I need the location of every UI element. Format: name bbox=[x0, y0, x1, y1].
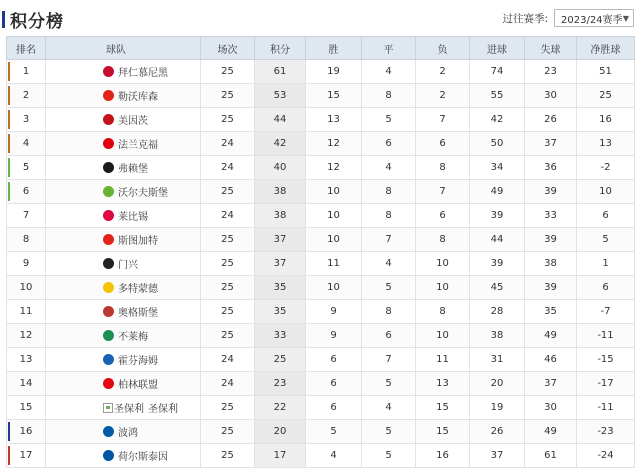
header-goals-against: 失球 bbox=[525, 37, 577, 60]
draw-cell: 5 bbox=[362, 108, 416, 132]
team-name-link[interactable]: 美因茨 bbox=[118, 116, 148, 127]
lost-cell: 10 bbox=[416, 324, 470, 348]
team-name-link[interactable]: 莱比锡 bbox=[118, 212, 148, 223]
rank-value: 10 bbox=[19, 282, 33, 293]
draw-cell: 7 bbox=[362, 228, 416, 252]
lost-cell: 2 bbox=[416, 84, 470, 108]
goal-diff-cell: -2 bbox=[577, 156, 635, 180]
team-name-link[interactable]: 弗赖堡 bbox=[118, 164, 148, 175]
goal-diff-cell: -24 bbox=[577, 444, 635, 468]
team-cell[interactable] bbox=[46, 156, 201, 180]
table-row[interactable] bbox=[7, 348, 635, 372]
rank-value: 8 bbox=[22, 234, 30, 245]
goal-diff-cell: 10 bbox=[577, 180, 635, 204]
zone-indicator bbox=[8, 62, 10, 81]
goal-diff-cell: 51 bbox=[577, 60, 635, 84]
season-filter bbox=[502, 9, 634, 27]
table-row[interactable] bbox=[7, 60, 635, 84]
rank-cell bbox=[7, 276, 46, 300]
goals-for-cell: 19 bbox=[470, 396, 525, 420]
played-cell: 24 bbox=[201, 132, 255, 156]
lost-cell: 6 bbox=[416, 204, 470, 228]
goal-diff-cell: -17 bbox=[577, 372, 635, 396]
points-cell: 38 bbox=[255, 204, 306, 228]
team-cell[interactable] bbox=[46, 420, 201, 444]
goals-against-cell: 30 bbox=[525, 396, 577, 420]
goals-for-cell: 26 bbox=[470, 420, 525, 444]
team-logo-icon bbox=[103, 378, 114, 389]
header-rank: 排名 bbox=[7, 37, 46, 60]
goals-for-cell: 38 bbox=[470, 324, 525, 348]
broken-image-icon bbox=[103, 403, 113, 413]
goals-against-cell: 61 bbox=[525, 444, 577, 468]
page-header bbox=[0, 0, 640, 36]
rank-cell bbox=[7, 84, 46, 108]
played-cell: 24 bbox=[201, 204, 255, 228]
goals-for-cell: 74 bbox=[470, 60, 525, 84]
won-cell: 9 bbox=[306, 300, 362, 324]
table-row[interactable] bbox=[7, 444, 635, 468]
won-cell: 6 bbox=[306, 348, 362, 372]
zone-indicator bbox=[8, 182, 10, 201]
rank-value: 11 bbox=[19, 306, 33, 317]
rank-value: 15 bbox=[19, 402, 33, 413]
rank-cell bbox=[7, 372, 46, 396]
team-cell[interactable] bbox=[46, 180, 201, 204]
points-cell: 22 bbox=[255, 396, 306, 420]
team-name-link[interactable]: 勒沃库森 bbox=[118, 92, 158, 103]
team-name-link[interactable]: 荷尔斯泰因 bbox=[118, 452, 168, 463]
won-cell: 4 bbox=[306, 444, 362, 468]
goals-against-cell: 39 bbox=[525, 276, 577, 300]
goal-diff-cell: 5 bbox=[577, 228, 635, 252]
team-logo-icon bbox=[103, 234, 114, 245]
won-cell: 13 bbox=[306, 108, 362, 132]
zone-indicator bbox=[8, 158, 10, 177]
standings-table bbox=[6, 36, 635, 468]
team-name-link[interactable]: 不莱梅 bbox=[118, 332, 148, 343]
season-select[interactable] bbox=[554, 9, 634, 27]
goals-for-cell: 20 bbox=[470, 372, 525, 396]
team-logo-icon bbox=[103, 90, 114, 101]
rank-cell bbox=[7, 420, 46, 444]
rank-value: 17 bbox=[19, 450, 33, 461]
won-cell: 15 bbox=[306, 84, 362, 108]
team-cell[interactable] bbox=[46, 444, 201, 468]
rank-value: 2 bbox=[22, 90, 30, 101]
goal-diff-cell: 16 bbox=[577, 108, 635, 132]
goals-against-cell: 37 bbox=[525, 372, 577, 396]
team-logo-icon bbox=[103, 354, 114, 365]
table-row[interactable] bbox=[7, 156, 635, 180]
team-logo-icon bbox=[103, 306, 114, 317]
table-row[interactable] bbox=[7, 84, 635, 108]
rank-cell bbox=[7, 60, 46, 84]
goals-against-cell: 23 bbox=[525, 60, 577, 84]
played-cell: 25 bbox=[201, 60, 255, 84]
zone-indicator bbox=[8, 86, 10, 105]
goal-diff-cell: 25 bbox=[577, 84, 635, 108]
points-cell: 40 bbox=[255, 156, 306, 180]
won-cell: 12 bbox=[306, 156, 362, 180]
points-cell: 25 bbox=[255, 348, 306, 372]
rank-value: 5 bbox=[22, 162, 30, 173]
rank-cell bbox=[7, 348, 46, 372]
draw-cell: 8 bbox=[362, 300, 416, 324]
draw-cell: 5 bbox=[362, 444, 416, 468]
rank-cell bbox=[7, 180, 46, 204]
lost-cell: 2 bbox=[416, 60, 470, 84]
points-cell: 20 bbox=[255, 420, 306, 444]
rank-cell bbox=[7, 252, 46, 276]
goals-for-cell: 39 bbox=[470, 252, 525, 276]
goals-against-cell: 33 bbox=[525, 204, 577, 228]
rank-cell bbox=[7, 396, 46, 420]
draw-cell: 8 bbox=[362, 180, 416, 204]
team-logo-icon bbox=[103, 210, 114, 221]
points-cell: 61 bbox=[255, 60, 306, 84]
played-cell: 24 bbox=[201, 348, 255, 372]
goals-for-cell: 39 bbox=[470, 204, 525, 228]
rank-cell bbox=[7, 156, 46, 180]
goal-diff-cell: 13 bbox=[577, 132, 635, 156]
team-cell[interactable] bbox=[46, 252, 201, 276]
page-title bbox=[2, 7, 64, 32]
played-cell: 25 bbox=[201, 324, 255, 348]
header-draw: 平 bbox=[362, 37, 416, 60]
header-team: 球队 bbox=[46, 37, 201, 60]
played-cell: 25 bbox=[201, 420, 255, 444]
goals-against-cell: 39 bbox=[525, 180, 577, 204]
team-cell[interactable] bbox=[46, 60, 201, 84]
table-body bbox=[7, 60, 635, 468]
team-name-link[interactable]: 斯图加特 bbox=[118, 236, 158, 247]
points-cell: 35 bbox=[255, 276, 306, 300]
played-cell: 24 bbox=[201, 156, 255, 180]
zone-indicator bbox=[8, 110, 10, 129]
team-logo-alt-text: 圣保利 bbox=[114, 404, 144, 415]
table-row[interactable] bbox=[7, 300, 635, 324]
team-cell[interactable] bbox=[46, 324, 201, 348]
lost-cell: 8 bbox=[416, 156, 470, 180]
team-logo-icon bbox=[103, 282, 114, 293]
goals-against-cell: 49 bbox=[525, 420, 577, 444]
draw-cell: 8 bbox=[362, 84, 416, 108]
team-name-link[interactable]: 柏林联盟 bbox=[118, 380, 158, 391]
goals-against-cell: 26 bbox=[525, 108, 577, 132]
won-cell: 10 bbox=[306, 204, 362, 228]
header-played: 场次 bbox=[201, 37, 255, 60]
chevron-down-icon: ▼ bbox=[622, 13, 629, 23]
zone-indicator bbox=[8, 446, 10, 465]
team-cell[interactable] bbox=[46, 372, 201, 396]
goal-diff-cell: -7 bbox=[577, 300, 635, 324]
draw-cell: 4 bbox=[362, 156, 416, 180]
played-cell: 25 bbox=[201, 444, 255, 468]
points-cell: 23 bbox=[255, 372, 306, 396]
zone-indicator bbox=[8, 422, 10, 441]
team-logo-icon bbox=[103, 426, 114, 437]
won-cell: 9 bbox=[306, 324, 362, 348]
rank-cell bbox=[7, 300, 46, 324]
lost-cell: 8 bbox=[416, 300, 470, 324]
lost-cell: 6 bbox=[416, 132, 470, 156]
draw-cell: 7 bbox=[362, 348, 416, 372]
team-name-link[interactable]: 圣保利 bbox=[148, 404, 178, 415]
won-cell: 19 bbox=[306, 60, 362, 84]
team-name-link[interactable]: 拜仁慕尼黑 bbox=[118, 68, 168, 79]
team-logo-icon bbox=[103, 114, 114, 125]
table-row[interactable] bbox=[7, 372, 635, 396]
goals-against-cell: 49 bbox=[525, 324, 577, 348]
header-points: 积分 bbox=[255, 37, 306, 60]
goals-for-cell: 55 bbox=[470, 84, 525, 108]
rank-cell bbox=[7, 444, 46, 468]
team-name-link[interactable]: 波鸿 bbox=[118, 428, 138, 439]
rank-value: 3 bbox=[22, 114, 30, 125]
rank-value: 4 bbox=[22, 138, 30, 149]
played-cell: 25 bbox=[201, 180, 255, 204]
goals-against-cell: 46 bbox=[525, 348, 577, 372]
goal-diff-cell: 6 bbox=[577, 276, 635, 300]
rank-value: 13 bbox=[19, 354, 33, 365]
season-select-value: 2023/24赛季 bbox=[561, 14, 623, 26]
lost-cell: 15 bbox=[416, 420, 470, 444]
rank-cell bbox=[7, 132, 46, 156]
table-row[interactable] bbox=[7, 324, 635, 348]
team-cell[interactable] bbox=[46, 108, 201, 132]
played-cell: 25 bbox=[201, 84, 255, 108]
lost-cell: 10 bbox=[416, 276, 470, 300]
team-logo-icon bbox=[103, 66, 114, 77]
table-row[interactable] bbox=[7, 396, 635, 420]
goals-against-cell: 39 bbox=[525, 228, 577, 252]
team-cell[interactable] bbox=[46, 204, 201, 228]
goals-against-cell: 38 bbox=[525, 252, 577, 276]
goals-for-cell: 31 bbox=[470, 348, 525, 372]
rank-value: 14 bbox=[19, 378, 33, 389]
team-name-link[interactable]: 奥格斯堡 bbox=[118, 308, 158, 319]
team-cell[interactable] bbox=[46, 84, 201, 108]
won-cell: 11 bbox=[306, 252, 362, 276]
zone-indicator bbox=[8, 134, 10, 153]
team-name-link[interactable]: 法兰克福 bbox=[118, 140, 158, 151]
table-row[interactable] bbox=[7, 228, 635, 252]
points-cell: 53 bbox=[255, 84, 306, 108]
won-cell: 10 bbox=[306, 180, 362, 204]
goals-for-cell: 50 bbox=[470, 132, 525, 156]
goals-against-cell: 30 bbox=[525, 84, 577, 108]
played-cell: 25 bbox=[201, 108, 255, 132]
season-label: 过往赛季: bbox=[502, 12, 548, 25]
goals-for-cell: 28 bbox=[470, 300, 525, 324]
table-row[interactable] bbox=[7, 276, 635, 300]
lost-cell: 10 bbox=[416, 252, 470, 276]
lost-cell: 15 bbox=[416, 396, 470, 420]
goals-for-cell: 34 bbox=[470, 156, 525, 180]
draw-cell: 4 bbox=[362, 396, 416, 420]
goal-diff-cell: 1 bbox=[577, 252, 635, 276]
team-cell[interactable] bbox=[46, 276, 201, 300]
team-name-link[interactable]: 霍芬海姆 bbox=[118, 356, 158, 367]
team-cell[interactable] bbox=[46, 396, 201, 420]
goal-diff-cell: -11 bbox=[577, 324, 635, 348]
goals-against-cell: 35 bbox=[525, 300, 577, 324]
draw-cell: 8 bbox=[362, 204, 416, 228]
goals-against-cell: 36 bbox=[525, 156, 577, 180]
table-row[interactable] bbox=[7, 132, 635, 156]
team-logo-icon bbox=[103, 186, 114, 197]
rank-value: 7 bbox=[22, 210, 30, 221]
draw-cell: 5 bbox=[362, 372, 416, 396]
goals-for-cell: 44 bbox=[470, 228, 525, 252]
played-cell: 25 bbox=[201, 276, 255, 300]
draw-cell: 4 bbox=[362, 60, 416, 84]
won-cell: 10 bbox=[306, 276, 362, 300]
played-cell: 25 bbox=[201, 396, 255, 420]
goal-diff-cell: 6 bbox=[577, 204, 635, 228]
rank-value: 12 bbox=[19, 330, 33, 341]
team-logo-icon bbox=[103, 162, 114, 173]
table-header-row bbox=[7, 37, 635, 60]
points-cell: 42 bbox=[255, 132, 306, 156]
goals-against-cell: 37 bbox=[525, 132, 577, 156]
table-row[interactable] bbox=[7, 108, 635, 132]
table-row[interactable] bbox=[7, 420, 635, 444]
draw-cell: 5 bbox=[362, 420, 416, 444]
played-cell: 25 bbox=[201, 228, 255, 252]
team-cell[interactable] bbox=[46, 348, 201, 372]
team-name-link[interactable]: 多特蒙德 bbox=[118, 284, 158, 295]
header-won: 胜 bbox=[306, 37, 362, 60]
rank-cell bbox=[7, 324, 46, 348]
goal-diff-cell: -11 bbox=[577, 396, 635, 420]
goals-for-cell: 37 bbox=[470, 444, 525, 468]
points-cell: 37 bbox=[255, 228, 306, 252]
won-cell: 10 bbox=[306, 228, 362, 252]
points-cell: 33 bbox=[255, 324, 306, 348]
team-logo-icon bbox=[103, 138, 114, 149]
played-cell: 25 bbox=[201, 252, 255, 276]
points-cell: 37 bbox=[255, 252, 306, 276]
goals-for-cell: 42 bbox=[470, 108, 525, 132]
goals-for-cell: 45 bbox=[470, 276, 525, 300]
page-title-text: 积分榜 bbox=[10, 12, 64, 32]
header-goal-diff: 净胜球 bbox=[577, 37, 635, 60]
team-cell[interactable] bbox=[46, 300, 201, 324]
goals-for-cell: 49 bbox=[470, 180, 525, 204]
played-cell: 25 bbox=[201, 300, 255, 324]
rank-cell bbox=[7, 228, 46, 252]
team-logo-icon bbox=[103, 258, 114, 269]
draw-cell: 5 bbox=[362, 276, 416, 300]
lost-cell: 7 bbox=[416, 180, 470, 204]
points-cell: 44 bbox=[255, 108, 306, 132]
table-row[interactable] bbox=[7, 180, 635, 204]
rank-cell bbox=[7, 204, 46, 228]
won-cell: 6 bbox=[306, 396, 362, 420]
rank-value: 9 bbox=[22, 258, 30, 269]
won-cell: 5 bbox=[306, 420, 362, 444]
header-lost: 负 bbox=[416, 37, 470, 60]
rank-value: 6 bbox=[22, 186, 30, 197]
lost-cell: 7 bbox=[416, 108, 470, 132]
header-goals-for: 进球 bbox=[470, 37, 525, 60]
goal-diff-cell: -23 bbox=[577, 420, 635, 444]
points-cell: 17 bbox=[255, 444, 306, 468]
lost-cell: 11 bbox=[416, 348, 470, 372]
points-cell: 38 bbox=[255, 180, 306, 204]
rank-cell bbox=[7, 108, 46, 132]
draw-cell: 4 bbox=[362, 252, 416, 276]
team-name-link[interactable]: 门兴 bbox=[118, 260, 138, 271]
team-logo-icon bbox=[103, 330, 114, 341]
table-row[interactable] bbox=[7, 252, 635, 276]
goal-diff-cell: -15 bbox=[577, 348, 635, 372]
played-cell: 24 bbox=[201, 372, 255, 396]
won-cell: 12 bbox=[306, 132, 362, 156]
title-accent-bar bbox=[2, 11, 5, 28]
team-name-link[interactable]: 沃尔夫斯堡 bbox=[118, 188, 168, 199]
lost-cell: 13 bbox=[416, 372, 470, 396]
lost-cell: 8 bbox=[416, 228, 470, 252]
draw-cell: 6 bbox=[362, 324, 416, 348]
lost-cell: 16 bbox=[416, 444, 470, 468]
table-row[interactable] bbox=[7, 204, 635, 228]
rank-value: 1 bbox=[22, 66, 30, 77]
team-cell[interactable] bbox=[46, 132, 201, 156]
points-cell: 35 bbox=[255, 300, 306, 324]
won-cell: 6 bbox=[306, 372, 362, 396]
draw-cell: 6 bbox=[362, 132, 416, 156]
team-cell[interactable] bbox=[46, 228, 201, 252]
rank-value: 16 bbox=[19, 426, 33, 437]
